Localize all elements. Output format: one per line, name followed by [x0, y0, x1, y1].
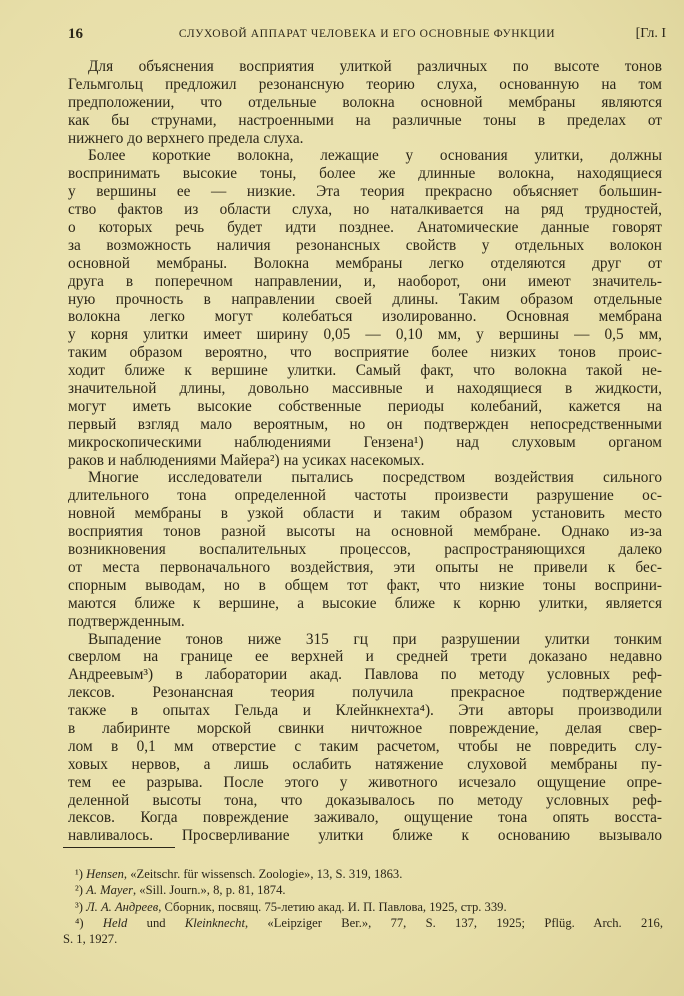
- footnote-rule: [63, 847, 175, 848]
- footnote-text: und: [127, 915, 185, 930]
- footnote-text: , «Zeitschr. für wissensch. Zoologie», 13, S. 319, 1863.: [123, 867, 403, 881]
- footnote: [63, 915, 663, 931]
- text-line: также в опытах Гельда и Клейнкнехта⁴). Эти авторы производили: [68, 702, 662, 720]
- text-line: нижнего до верхнего предела слуха.: [68, 129, 304, 147]
- footnote-author: Hensen: [86, 867, 124, 881]
- text-line: основной мембраны. Волокна мембраны легко отделяются друг от: [68, 254, 662, 272]
- text-line: таким образом вероятно, что восприятие более низких тонов проис-: [68, 344, 662, 362]
- text-line: деленной высоты тона, что доказывалось по методу условных реф-: [68, 791, 662, 809]
- footnote-text: S. 1, 1927.: [63, 932, 118, 947]
- running-header: [68, 26, 666, 46]
- text-line: возникновения воспалительных процессов, распространяющихся далеко: [68, 541, 662, 559]
- paragraph: [68, 58, 662, 147]
- footnote: [63, 866, 663, 882]
- paragraph: [68, 631, 662, 846]
- footnote-text: , Сборник, посвящ. 75-летию акад. И. П. Павлова, 1925, стр. 339.: [158, 899, 507, 914]
- running-title: СЛУХОВОЙ АППАРАТ ЧЕЛОВЕКА И ЕГО ОСНОВНЫЕ ФУНКЦИИ: [178, 28, 556, 40]
- footnote-mark: ³): [75, 899, 87, 914]
- text-line: ство фактов из области слуха, но наталкивается на ряд трудностей,: [68, 201, 662, 219]
- text-line: у корня улитки имеет ширину 0,05 — 0,10 мм, у вершины — 0,5 мм,: [68, 326, 662, 344]
- footnote-mark: ¹): [75, 867, 87, 881]
- text-line: друга в поперечном направлении, и, наоборот, они имеют значитель-: [68, 272, 662, 290]
- text-line: раков и наблюдениями Майера²) на усиках насекомых.: [68, 451, 425, 469]
- text-line: волокна легко могут колебаться изолированно. Основная мембрана: [68, 308, 662, 326]
- footnote-author: Held: [102, 915, 128, 930]
- paragraph: [68, 469, 662, 630]
- page-number: 16: [68, 26, 83, 42]
- footnote-author: Kleinknecht: [184, 915, 245, 930]
- text-line: Гельмгольц предложил резонансную теорию слуха, основанную на том: [68, 75, 662, 93]
- footnote-mark: ²): [75, 883, 87, 898]
- text-line: могут иметь высокие собственные периоды колебаний, кажется на: [68, 397, 662, 415]
- text-line: лексов. Резонансная теория получила прекрасное подтверждение: [68, 684, 662, 702]
- text-line: ную прочность в направлении своей длины. Таким образом отдельные: [68, 290, 662, 308]
- text-line: как бы струнами, настроенными на различные тоны в пределах от: [68, 111, 662, 129]
- text-line: предположении, что отдельные волокна основной мембраны являются: [68, 93, 662, 111]
- footnote-continuation: [63, 931, 663, 947]
- text-line: маются ближе к вершине, а высокие ближе к корню улитки, является: [68, 594, 662, 612]
- text-line: Для объяснения восприятия улиткой различных по высоте тонов: [88, 58, 662, 75]
- footnotes: [63, 866, 663, 947]
- text-line: за возможность наличия резонансных свойств у отдельных волокон: [68, 236, 662, 254]
- text-line: Выпадение тонов ниже 315 гц при разрушении улитки тонким: [88, 630, 662, 648]
- text-line: тем ее разрыва. После этого у животного исчезало ощущение опре-: [68, 773, 662, 791]
- text-line: ходит ближе к вершине улитки. Самый факт, что волокна такой не-: [68, 362, 662, 380]
- text-line: ховых нервов, а лишь ослабить натяжение слуховой мембраны пу-: [68, 755, 662, 773]
- footnote-text: , «Sill. Journ.», 8, p. 81, 1874.: [132, 883, 286, 898]
- text-line: Андреевым³) в лаборатории акад. Павлова по методу условных реф-: [68, 666, 662, 684]
- text-line: длительного тона определенной частоты произвести разрушение ос-: [68, 487, 662, 505]
- text-line: навливалось. Просверливание улитки ближе к основанию вызывало: [68, 827, 662, 845]
- footnote-author: A. Mayer: [86, 883, 133, 898]
- chapter-label: [Гл. I: [635, 26, 666, 41]
- footnote-author: Л. А. Андреев: [86, 899, 159, 914]
- text-line: воспринимать высокие тоны, более же длинные волокна, находящиеся: [68, 165, 662, 183]
- text-line: от места первоначального воздействия, эти опыты не привели к бес-: [68, 558, 662, 576]
- footnote: [63, 899, 663, 915]
- text-line: Более короткие волокна, лежащие у основания улитки, должны: [88, 147, 662, 165]
- text-line: спорным выводам, но в общем тот факт, что низкие тоны восприни-: [68, 576, 662, 594]
- text-line: подтвержденным.: [68, 612, 185, 630]
- text-line: первый взгляд мало вероятным, но он подтвержден непосредственными: [68, 415, 662, 433]
- text-line: у вершины ее — низкие. Эта теория прекрасно объясняет большин-: [68, 183, 662, 201]
- text-line: сверлом на границе ее верхней и средней трети доказано недавно: [68, 648, 662, 666]
- paragraph: [68, 147, 662, 469]
- text-line: Многие исследователи пытались посредством воздействия сильного: [88, 469, 662, 487]
- text-line: о которых речь будет идти позднее. Анатомические данные говорят: [68, 219, 662, 237]
- body-text: [68, 58, 662, 845]
- text-line: восприятия тонов разной высоты на основной мембране. Однако из-за: [68, 523, 662, 541]
- text-line: в лабиринте морской свинки ничтожное повреждение, делая свер-: [68, 719, 662, 737]
- text-line: значительной длины, довольно массивные и находящиеся в жидкости,: [68, 380, 662, 398]
- text-line: микроскопическими наблюдениями Гензена¹) над слуховым органом: [68, 433, 662, 451]
- text-line: лом в 0,1 мм отверстие с таким расчетом, чтобы не повредить слу-: [68, 737, 662, 755]
- text-line: лексов. Когда повреждение заживало, ощущение тона опять восста-: [68, 809, 662, 827]
- footnote: [63, 882, 663, 898]
- footnote-mark: ⁴): [75, 915, 103, 930]
- footnote-text: , «Leipziger Ber.», 77, S. 137, 1925; Pflüg. Arch. 216,: [244, 915, 664, 930]
- text-line: новной мембраны в узкой области и таким образом установить место: [68, 505, 662, 523]
